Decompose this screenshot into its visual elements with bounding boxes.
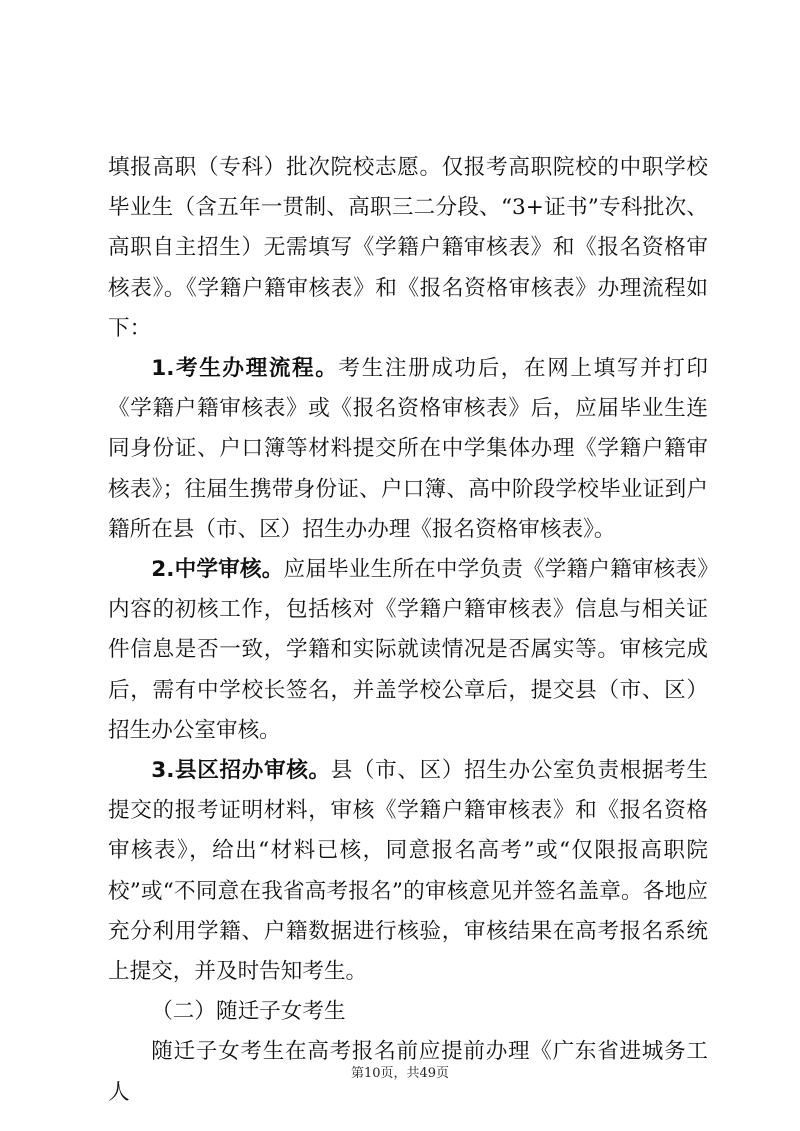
paragraph-6-text: 随迁子女考生在高考报名前应提前办理《广东省进城务工人 — [108, 1039, 708, 1105]
paragraph-3-text: 应届毕业生所在中学负责《学籍户籍审核表》内容的初核工作，包括核对《学籍户籍审核表》信息与相关证件信息是否一致，学籍和实际就读情况是否属实等。审核完成后，需有中学校长签名，并盖学校公章后，提交县（市、区）招生办公室审核。 — [108, 557, 709, 743]
paragraph-1-text: 填报高职（专科）批次院校志愿。仅报考高职院校的中职学校毕业生（含五年一贯制、高职三二分段、“3+证书”专科批次、高职自主招生）无需填写《学籍户籍审核表》和《报名资格审核表》。《学籍户籍审核表》和《报名资格审核表》办理流程如下： — [108, 155, 708, 341]
paragraph-1 — [108, 148, 708, 349]
paragraph-4 — [108, 751, 708, 992]
paragraph-2-heading: 1.考生办理流程。 — [151, 356, 339, 382]
paragraph-2 — [108, 349, 708, 550]
paragraph-3 — [108, 550, 708, 751]
paragraph-4-text: 县（市、区）招生办公室负责根据考生提交的报考证明材料，审核《学籍户籍审核表》和《报名资格审核表》，给出“材料已核，同意报名高考”或“仅限报高职院校”或“不同意在我省高考报名”的审核意见并签名盖章。各地应充分利用学籍、户籍数据进行核验，审核结果在高考报名系统上提交，并及时告知考生。 — [108, 758, 708, 985]
section-heading — [108, 992, 708, 1032]
paragraph-2-text: 考生注册成功后，在网上填写并打印《学籍户籍审核表》或《报名资格审核表》后，应届毕业生连同身份证、户口簿等材料提交所在中学集体办理《学籍户籍审核表》；往届生携带身份证、户口簿、高中阶段学校毕业证到户籍所在县（市、区）招生办办理《报名资格审核表》。 — [108, 356, 708, 542]
section-heading-text: （二）随迁子女考生 — [151, 999, 346, 1025]
paragraph-3-heading: 2.中学审核。 — [151, 557, 284, 583]
paragraph-4-heading: 3.县区招办审核。 — [151, 758, 331, 784]
document-body — [108, 148, 708, 1113]
page-number-footer: 第10页，共49页 — [350, 1066, 450, 1081]
